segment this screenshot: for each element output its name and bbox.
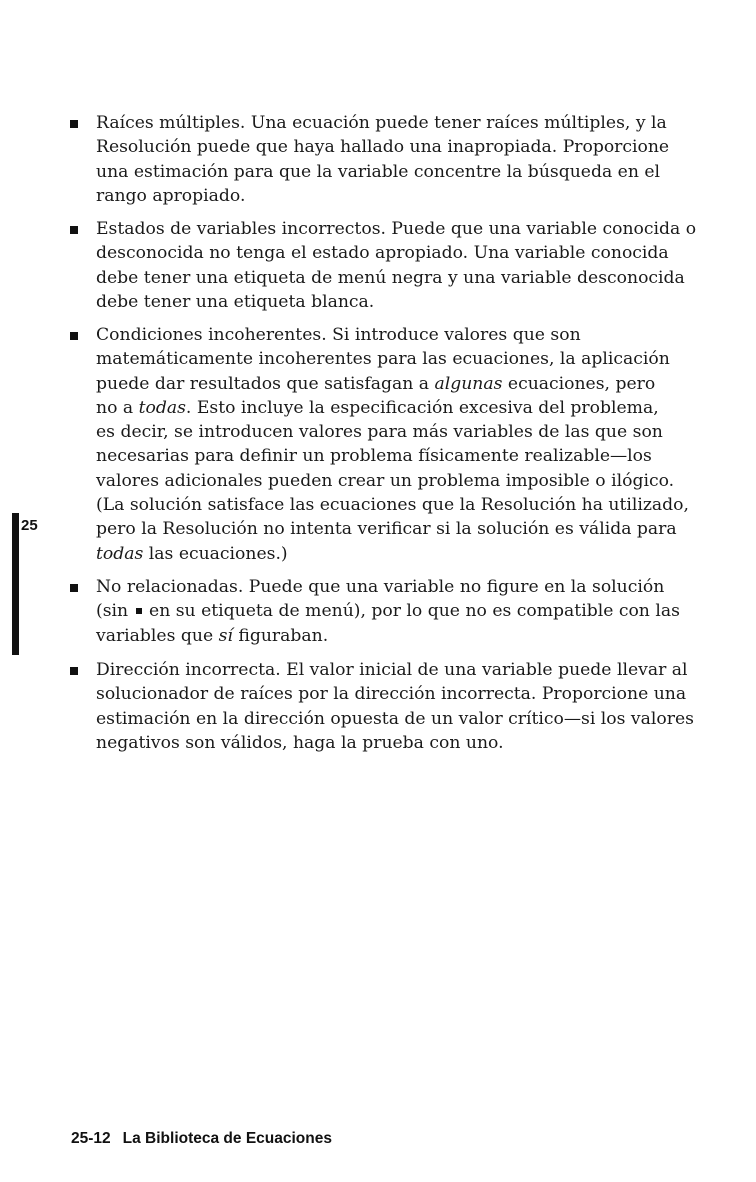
text-line: Resolución puede que haya hallado una inapropiada. Proporcione	[96, 137, 670, 158]
emphasis-text: algunas	[434, 373, 503, 394]
chapter-thumb-bar	[12, 513, 19, 655]
text-line	[96, 372, 700, 396]
text-line: Condiciones incoherentes. Si introduce valores que son	[96, 325, 581, 345]
text-run: variables que	[96, 625, 219, 646]
list-item-text	[96, 217, 700, 314]
text-line: negativos son válidos, haga la prueba con uno.	[96, 732, 504, 753]
text-run: (sin	[96, 601, 134, 622]
text-line	[96, 396, 700, 420]
text-line: matemáticamente incoherentes para las ecuaciones, la aplicación	[96, 349, 670, 370]
text-line	[96, 542, 700, 566]
menu-marker-square-icon	[136, 608, 142, 614]
text-line	[96, 599, 700, 623]
bullet-square-icon	[70, 667, 78, 675]
text-line	[96, 624, 700, 648]
text-run: las ecuaciones.)	[143, 543, 288, 564]
bullet-square-icon	[70, 332, 78, 340]
bullet-square-icon	[70, 584, 78, 592]
page-footer	[71, 1130, 332, 1148]
text-line: es decir, se introducen valores para más variables de las que son	[96, 422, 663, 443]
text-line: Raíces múltiples. Una ecuación puede tener raíces múltiples, y la	[96, 113, 667, 133]
chapter-thumb-number: 25	[21, 517, 38, 534]
bullet-square-icon	[70, 120, 78, 128]
list-item-text	[96, 323, 700, 566]
text-run: puede dar resultados que satisfagan a	[96, 373, 435, 394]
text-run: figuraban.	[232, 625, 329, 646]
text-run: en su etiqueta de menú), por lo que no es compatible con las	[143, 601, 680, 622]
text-line: pero la Resolución no intenta verificar si la solución es válida para	[96, 519, 677, 540]
text-line: (La solución satisface las ecuaciones que la Resolución ha utilizado,	[96, 495, 689, 516]
text-line: una estimación para que la variable concentre la búsqueda en el	[96, 161, 661, 182]
text-line: rango apropiado.	[96, 185, 246, 206]
emphasis-text: sí	[218, 625, 233, 646]
emphasis-text: todas	[138, 397, 186, 418]
text-line: solucionador de raíces por la dirección incorrecta. Proporcione una	[96, 684, 687, 705]
text-line: debe tener una etiqueta de menú negra y una variable desconocida	[96, 267, 685, 288]
text-run: . Esto incluye la especificación excesiva del problema,	[185, 397, 659, 418]
text-line: debe tener una etiqueta blanca.	[96, 291, 375, 312]
list-item-text	[96, 111, 700, 208]
text-line: Estados de variables incorrectos. Puede que una variable conocida o	[96, 219, 697, 239]
text-run: ecuaciones, pero	[502, 373, 656, 394]
text-line: necesarias para definir un problema físicamente realizable—los	[96, 446, 652, 467]
text-line: valores adicionales pueden crear un problema imposible o ilógico.	[96, 470, 675, 491]
text-line: desconocida no tenga el estado apropiado. Una variable conocida	[96, 243, 669, 264]
text-run: no a	[96, 397, 139, 418]
list-item-text	[96, 575, 700, 648]
footer-title: La Biblioteca de Ecuaciones	[122, 1130, 332, 1147]
text-line: Dirección incorrecta. El valor inicial de una variable puede llevar al	[96, 660, 688, 680]
emphasis-text: todas	[96, 543, 144, 564]
text-line: No relacionadas. Puede que una variable no figure en la solución	[96, 577, 665, 597]
list-item-text	[96, 658, 700, 755]
text-line: estimación en la dirección opuesta de un valor crítico—si los valores	[96, 708, 694, 729]
footer-page-number: 25-12	[71, 1130, 111, 1147]
bullet-square-icon	[70, 226, 78, 234]
